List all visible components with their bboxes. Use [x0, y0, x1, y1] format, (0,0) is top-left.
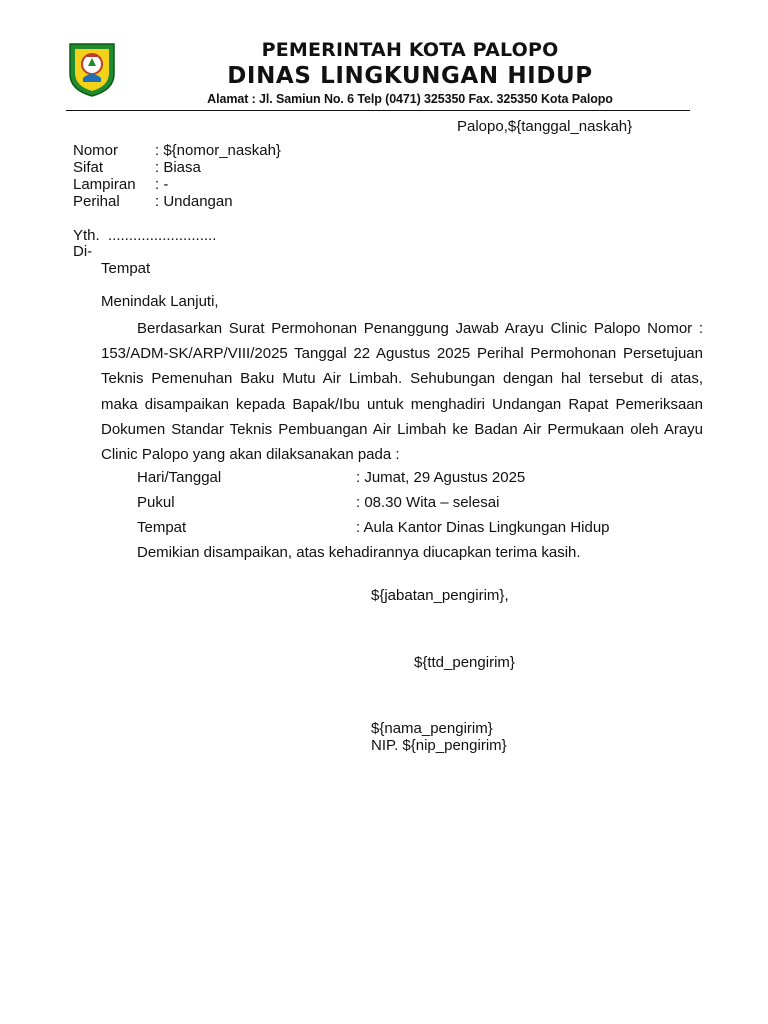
palopo-emblem-icon: [66, 40, 118, 98]
perihal-value: : Undangan: [155, 193, 233, 210]
nomor-value: : ${nomor_naskah}: [155, 142, 281, 159]
tempat-value: : Aula Kantor Dinas Lingkungan Hidup: [356, 519, 610, 536]
lampiran-value: : -: [155, 176, 169, 193]
recipient-yth: Yth. ..........................: [73, 227, 217, 244]
salutation: Menindak Lanjuti,: [101, 293, 219, 310]
perihal-label: Perihal: [73, 193, 120, 210]
sifat-value: : Biasa: [155, 159, 201, 176]
letterhead-address: Alamat : Jl. Samiun No. 6 Telp (0471) 325350 Fax. 325350 Kota Palopo: [207, 92, 613, 106]
lampiran-label: Lampiran: [73, 176, 136, 193]
signature-nip: NIP. ${nip_pengirim}: [371, 737, 507, 754]
pukul-label: Pukul: [137, 494, 175, 511]
sifat-label: Sifat: [73, 159, 104, 176]
body-paragraph-text: Berdasarkan Surat Permohonan Penanggung Jawab Arayu Clinic Palopo Nomor : 153/ADM-SK/ARP/VIII/2025 Tanggal 22 Agustus 2025 Perihal Permohonan Persetujuan Teknis Pemenuhan Baku Mutu Air Limbah. Sehubungan dengan hal tersebut di atas, maka disampaikan kepada Bapak/Ibu untuk menghadiri Undangan Rapat Pemeriksaan Dokumen Standar Teknis Pembuangan Air Limbah ke Badan Air Permukaan oleh Arayu Clinic Palopo yang akan dilaksanakan pada :: [101, 320, 703, 464]
nomor-label: Nomor: [73, 142, 119, 159]
letterhead-government: PEMERINTAH KOTA PALOPO: [261, 39, 559, 61]
body-paragraph: [101, 316, 703, 467]
closing-text: Demikian disampaikan, atas kehadirannya diucapkan terima kasih.: [137, 544, 581, 561]
letterhead-divider: [66, 110, 690, 111]
recipient-tempat: Tempat: [101, 260, 151, 277]
hari-label: Hari/Tanggal: [137, 469, 222, 486]
hari-value: : Jumat, 29 Agustus 2025: [356, 469, 526, 486]
signature-position: ${jabatan_pengirim},: [371, 587, 509, 604]
signature-name: ${nama_pengirim}: [371, 720, 493, 737]
place-date: Palopo,${tanggal_naskah}: [457, 118, 633, 135]
pukul-value: : 08.30 Wita – selesai: [356, 494, 500, 511]
letterhead: [125, 38, 695, 108]
tempat-label: Tempat: [137, 519, 187, 536]
letterhead-agency: DINAS LINGKUNGAN HIDUP: [227, 63, 593, 89]
recipient-di: Di-: [73, 243, 93, 260]
signature-placeholder: ${ttd_pengirim}: [414, 654, 515, 671]
